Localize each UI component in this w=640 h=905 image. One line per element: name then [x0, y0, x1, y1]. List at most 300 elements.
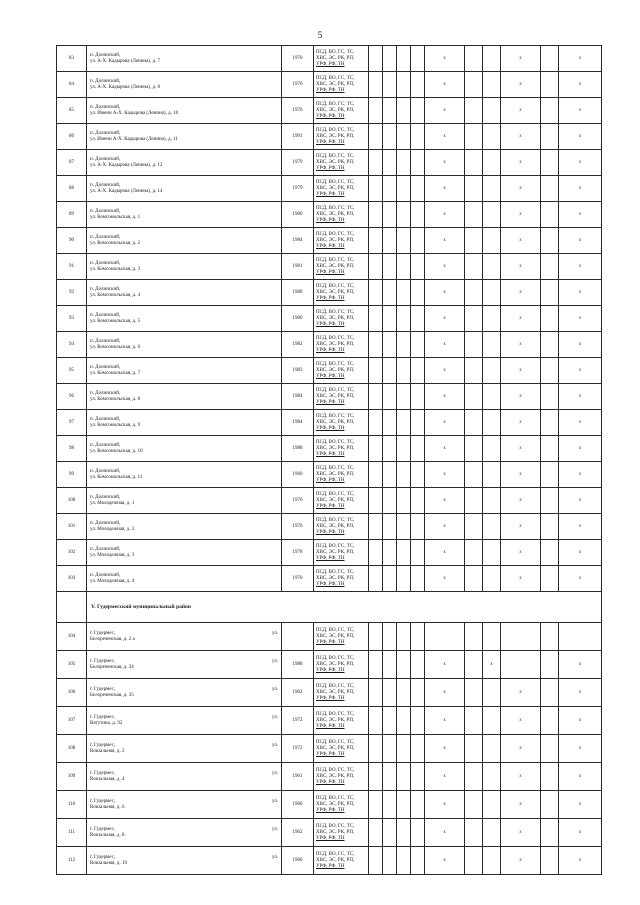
table-row [57, 540, 602, 566]
address-cell [87, 202, 282, 228]
mark-cell [383, 847, 397, 875]
x-mark: x [578, 55, 582, 61]
mark-cell [425, 72, 465, 98]
mark-cell [501, 488, 541, 514]
works-line: ХВС, ЭС, РК, РП, [316, 445, 355, 451]
mark-cell [369, 707, 383, 735]
x-mark: x [519, 315, 522, 321]
x-mark: x [443, 315, 446, 321]
mark-cell [465, 819, 483, 847]
mark-cell [383, 735, 397, 763]
works-line: УРФ, РФ, ТН [316, 269, 345, 275]
year-cell: 1976 [282, 488, 314, 514]
address-line-2: Белореченская, д. 35 [90, 692, 134, 698]
mark-cell [397, 791, 411, 819]
mark-cell [425, 410, 465, 436]
address-line-1: п. Долинский, [90, 572, 121, 578]
mark-cell [483, 280, 501, 306]
x-mark: x [519, 159, 522, 165]
row-number: 109 [57, 763, 87, 791]
mark-cell [465, 280, 483, 306]
year-cell: 1962 [282, 819, 314, 847]
address-line-1: п. Долинский, [90, 546, 121, 552]
mark-cell [425, 306, 465, 332]
mark-cell [559, 791, 602, 819]
mark-cell [369, 384, 383, 410]
mark-cell [383, 202, 397, 228]
works-cell [314, 306, 369, 332]
address-locality: г. Гудермес, [90, 742, 116, 748]
x-mark: x [519, 523, 522, 529]
works-line: УРФ, РФ, ТН [316, 191, 345, 197]
mark-cell [501, 462, 541, 488]
row-number: 88 [57, 176, 87, 202]
mark-cell [425, 540, 465, 566]
works-line: ХВС, ЭС, РК, РП, [316, 107, 355, 113]
page-number: 5 [317, 30, 323, 40]
mark-cell [465, 384, 483, 410]
mark-cell [501, 623, 541, 651]
works-line: УРФ, РФ, ТН [316, 667, 345, 673]
mark-cell [383, 46, 397, 72]
year-cell: 1976 [282, 72, 314, 98]
address-cell [87, 358, 282, 384]
works-cell [314, 735, 369, 763]
mark-cell [483, 623, 501, 651]
works-line: УРФ, РФ, ТН [316, 217, 345, 223]
row-number: 93 [57, 306, 87, 332]
works-line: ХВС, ЭС, РК, РП, [316, 315, 355, 321]
mark-cell [465, 202, 483, 228]
mark-cell [541, 228, 559, 254]
x-mark: x [578, 133, 582, 139]
mark-cell [483, 488, 501, 514]
address-line-1: п. Долинский, [90, 338, 121, 344]
mark-cell [559, 623, 602, 651]
address-street-prefix: ул. [271, 630, 278, 636]
mark-cell [411, 124, 425, 150]
year-cell: 1983 [282, 358, 314, 384]
section-title: V. Гудермесский муниципальный район [87, 592, 602, 623]
mark-cell [411, 202, 425, 228]
x-mark: x [519, 829, 522, 835]
works-line: ПСД, ВО, ГС, ТС, [316, 49, 355, 55]
mark-cell [369, 176, 383, 202]
x-mark: x [443, 289, 446, 295]
mark-cell [465, 651, 483, 679]
x-mark: x [443, 107, 446, 113]
mark-cell [383, 98, 397, 124]
address-line-1: п. Долинский, [90, 312, 121, 318]
year-cell: 1972 [282, 707, 314, 735]
year-cell: 1960 [282, 462, 314, 488]
mark-cell [369, 763, 383, 791]
mark-cell [483, 384, 501, 410]
mark-cell [465, 228, 483, 254]
mark-cell [425, 488, 465, 514]
mark-cell [559, 566, 602, 592]
mark-cell [541, 46, 559, 72]
mark-cell [501, 566, 541, 592]
mark-cell [383, 436, 397, 462]
x-mark: x [519, 773, 522, 779]
works-line: УРФ, РФ, ТН [316, 529, 345, 535]
table-body-bottom [57, 623, 602, 875]
address-cell [87, 791, 282, 819]
mark-cell [383, 72, 397, 98]
address-line-2: ул. А-Х. Кадырова (Ленина), д. 7 [90, 58, 161, 64]
x-mark: x [578, 211, 582, 217]
mark-cell [397, 566, 411, 592]
mark-cell [541, 847, 559, 875]
works-cell [314, 202, 369, 228]
x-mark: x [578, 471, 582, 477]
mark-cell [411, 707, 425, 735]
address-line-2: ул. Молодежная, д. 2 [90, 526, 135, 532]
works-line: ХВС, ЭС, РК, РП, [316, 773, 355, 779]
address-cell [87, 847, 282, 875]
x-mark: x [443, 549, 446, 555]
mark-cell [383, 176, 397, 202]
address-cell [87, 623, 282, 651]
address-cell [87, 332, 282, 358]
works-line: ПСД, ВО, ГС, ТС, [316, 309, 355, 315]
works-line: ПСД, ВО, ГС, ТС, [316, 655, 355, 661]
mark-cell [397, 651, 411, 679]
works-line: ПСД, ВО, ГС, ТС, [316, 767, 355, 773]
mark-cell [411, 514, 425, 540]
x-mark: x [578, 575, 582, 581]
row-number: 94 [57, 332, 87, 358]
works-cell [314, 488, 369, 514]
works-line: ПСД, ВО, ГС, ТС, [316, 283, 355, 289]
x-mark: x [519, 55, 522, 61]
mark-cell [483, 228, 501, 254]
address-street-prefix: ул. [271, 714, 278, 720]
works-line: ПСД, ВО, ГС, ТС, [316, 179, 355, 185]
mark-cell [501, 280, 541, 306]
table-row [57, 410, 602, 436]
mark-cell [397, 254, 411, 280]
mark-cell [397, 735, 411, 763]
mark-cell [559, 228, 602, 254]
works-line: ПСД, ВО, ГС, ТС, [316, 823, 355, 829]
year-cell: 1972 [282, 735, 314, 763]
works-line: УРФ, РФ, ТН [316, 751, 345, 757]
mark-cell [369, 358, 383, 384]
mark-cell [483, 540, 501, 566]
mark-cell [541, 358, 559, 384]
mark-cell [541, 566, 559, 592]
address-cell [87, 72, 282, 98]
address-cell [87, 280, 282, 306]
mark-cell [465, 514, 483, 540]
mark-cell [425, 819, 465, 847]
mark-cell [411, 566, 425, 592]
address-line-1: п. Долинский, [90, 520, 121, 526]
x-mark: x [519, 81, 522, 87]
table-row [57, 150, 602, 176]
works-line: ПСД, ВО, ГС, ТС, [316, 153, 355, 159]
works-line: ХВС, ЭС, РК, РП, [316, 689, 355, 695]
mark-cell [425, 124, 465, 150]
table-row [57, 384, 602, 410]
works-cell [314, 651, 369, 679]
address-cell [87, 679, 282, 707]
mark-cell [541, 176, 559, 202]
table-row [57, 819, 602, 847]
works-line: ХВС, ЭС, РК, РП, [316, 263, 355, 269]
mark-cell [483, 124, 501, 150]
x-mark: x [519, 575, 522, 581]
mark-cell [369, 436, 383, 462]
mark-cell [465, 176, 483, 202]
mark-cell [369, 410, 383, 436]
address-line-2: ул. Комсомольская, д. 11 [90, 474, 143, 480]
address-line-1: п. Долинский, [90, 156, 121, 162]
mark-cell [465, 306, 483, 332]
row-number: 105 [57, 651, 87, 679]
x-mark: x [519, 185, 522, 191]
mark-cell [397, 623, 411, 651]
mark-cell [465, 791, 483, 819]
mark-cell [425, 150, 465, 176]
mark-cell [501, 358, 541, 384]
mark-cell [483, 735, 501, 763]
address-cell [87, 254, 282, 280]
x-mark: x [443, 661, 446, 667]
address-line-2: ул. Комсомольская, д. 1 [90, 214, 141, 220]
x-mark: x [443, 263, 446, 269]
mark-cell [369, 72, 383, 98]
address-line-1: п. Долинский, [90, 208, 121, 214]
table-row [57, 124, 602, 150]
mark-cell [369, 124, 383, 150]
works-line: ХВС, ЭС, РК, РП, [316, 745, 355, 751]
address-line-2: ул. Комсомольская, д. 4 [90, 292, 141, 298]
works-line: УРФ, РФ, ТН [316, 695, 345, 701]
works-line: ХВС, ЭС, РК, РП, [316, 523, 355, 529]
works-cell [314, 847, 369, 875]
mark-cell [397, 202, 411, 228]
works-cell [314, 332, 369, 358]
table-row [57, 46, 602, 72]
x-mark: x [578, 185, 582, 191]
x-mark: x [443, 745, 446, 751]
row-number: 104 [57, 623, 87, 651]
works-line: ПСД, ВО, ГС, ТС, [316, 413, 355, 419]
mark-cell [397, 150, 411, 176]
works-line: ХВС, ЭС, РК, РП, [316, 857, 355, 863]
mark-cell [411, 384, 425, 410]
mark-cell [411, 488, 425, 514]
works-line: ПСД, ВО, ГС, ТС, [316, 361, 355, 367]
mark-cell [383, 540, 397, 566]
address-line-2: ул. Комсомольская, д. 7 [90, 370, 141, 376]
works-cell [314, 72, 369, 98]
address-line-1: п. Долинский, [90, 234, 121, 240]
works-line: ХВС, ЭС, РК, РП, [316, 81, 355, 87]
year-cell: 1979 [282, 150, 314, 176]
works-line: ХВС, ЭС, РК, РП, [316, 185, 355, 191]
works-line: ПСД, ВО, ГС, ТС, [316, 205, 355, 211]
mark-cell [397, 514, 411, 540]
works-line: ХВС, ЭС, РК, РП, [316, 633, 355, 639]
mark-cell [465, 462, 483, 488]
mark-cell [501, 819, 541, 847]
mark-cell [397, 306, 411, 332]
x-mark: x [443, 471, 446, 477]
mark-cell [465, 735, 483, 763]
works-cell [314, 436, 369, 462]
mark-cell [397, 72, 411, 98]
row-number: 112 [57, 847, 87, 875]
row-number: 98 [57, 436, 87, 462]
address-line-2: Вокзальная, д. 10 [90, 860, 127, 866]
x-mark: x [578, 237, 582, 243]
x-mark: x [519, 745, 522, 751]
address-line-1: п. Долинский, [90, 52, 121, 58]
mark-cell [397, 679, 411, 707]
x-mark: x [578, 289, 582, 295]
year-cell: 1982 [282, 332, 314, 358]
mark-cell [369, 623, 383, 651]
address-cell [87, 566, 282, 592]
works-line: ПСД, ВО, ГС, ТС, [316, 231, 355, 237]
mark-cell [541, 707, 559, 735]
mark-cell [383, 254, 397, 280]
address-line-1: п. Долинский, [90, 468, 121, 474]
address-locality: г. Гудермес, [90, 658, 116, 664]
mark-cell [425, 202, 465, 228]
table-row [57, 254, 602, 280]
works-line: УРФ, РФ, ТН [316, 61, 345, 67]
x-mark: x [578, 159, 582, 165]
mark-cell [425, 436, 465, 462]
mark-cell [541, 384, 559, 410]
row-number: 84 [57, 72, 87, 98]
works-line: ХВС, ЭС, РК, РП, [316, 661, 355, 667]
works-line: ХВС, ЭС, РК, РП, [316, 801, 355, 807]
mark-cell [383, 651, 397, 679]
works-cell [314, 384, 369, 410]
x-mark: x [578, 315, 582, 321]
mark-cell [559, 202, 602, 228]
mark-cell [541, 462, 559, 488]
mark-cell [397, 384, 411, 410]
address-cell [87, 124, 282, 150]
x-mark: x [519, 689, 522, 695]
works-line: ХВС, ЭС, РК, РП, [316, 55, 355, 61]
works-line: ПСД, ВО, ГС, ТС, [316, 491, 355, 497]
table-row [57, 514, 602, 540]
mark-cell [397, 462, 411, 488]
mark-cell [383, 332, 397, 358]
mark-cell [559, 763, 602, 791]
mark-cell [541, 150, 559, 176]
year-cell: 1960 [282, 791, 314, 819]
mark-cell [483, 150, 501, 176]
x-mark: x [519, 289, 522, 295]
works-line: УРФ, РФ, ТН [316, 723, 345, 729]
mark-cell [425, 735, 465, 763]
x-mark: x [443, 857, 446, 863]
mark-cell [559, 72, 602, 98]
x-mark: x [578, 81, 582, 87]
address-street-prefix: ул. [271, 742, 278, 748]
works-line: ХВС, ЭС, РК, РП, [316, 549, 355, 555]
x-mark: x [443, 211, 446, 217]
x-mark: x [578, 689, 582, 695]
address-line-2: ул. Комсомольская, д. 5 [90, 318, 141, 324]
works-line: УРФ, РФ, ТН [316, 639, 345, 645]
mark-cell [465, 488, 483, 514]
works-line: ХВС, ЭС, РК, РП, [316, 367, 355, 373]
table-row [57, 707, 602, 735]
works-line: УРФ, РФ, ТН [316, 113, 345, 119]
mark-cell [411, 540, 425, 566]
works-line: УРФ, РФ, ТН [316, 243, 345, 249]
mark-cell [483, 176, 501, 202]
mark-cell [425, 358, 465, 384]
mark-cell [411, 679, 425, 707]
address-cell [87, 306, 282, 332]
address-street-prefix: ул. [271, 770, 278, 776]
mark-cell [425, 462, 465, 488]
mark-cell [465, 679, 483, 707]
address-line-2: Белореченская, д. 2 а [90, 636, 135, 642]
address-line-2: Вокзальная, д. 6 [90, 804, 125, 810]
mark-cell [425, 254, 465, 280]
mark-cell [369, 462, 383, 488]
mark-cell [501, 150, 541, 176]
mark-cell [559, 254, 602, 280]
register-table [56, 45, 602, 875]
table-row [57, 847, 602, 875]
mark-cell [501, 46, 541, 72]
works-line: ПСД, ВО, ГС, ТС, [316, 543, 355, 549]
x-mark: x [443, 773, 446, 779]
mark-cell [501, 847, 541, 875]
address-line-2: ул. А-Х. Кадырова (Ленина), д. 8 [90, 84, 161, 90]
works-line: ПСД, ВО, ГС, ТС, [316, 439, 355, 445]
mark-cell [501, 707, 541, 735]
x-mark: x [443, 393, 446, 399]
mark-cell [369, 98, 383, 124]
mark-cell [541, 488, 559, 514]
x-mark: x [578, 829, 582, 835]
works-line: УРФ, РФ, ТН [316, 165, 345, 171]
row-number: 102 [57, 540, 87, 566]
mark-cell [425, 98, 465, 124]
address-cell [87, 176, 282, 202]
address-line-1: п. Долинский, [90, 442, 121, 448]
mark-cell [397, 540, 411, 566]
mark-cell [411, 98, 425, 124]
mark-cell [397, 819, 411, 847]
mark-cell [383, 358, 397, 384]
mark-cell [465, 254, 483, 280]
works-line: ПСД, ВО, ГС, ТС, [316, 335, 355, 341]
x-mark: x [443, 367, 446, 373]
mark-cell [501, 384, 541, 410]
address-locality: г. Гудермес, [90, 854, 116, 860]
mark-cell [465, 707, 483, 735]
mark-cell [501, 540, 541, 566]
works-cell [314, 46, 369, 72]
mark-cell [465, 124, 483, 150]
x-mark: x [519, 341, 522, 347]
